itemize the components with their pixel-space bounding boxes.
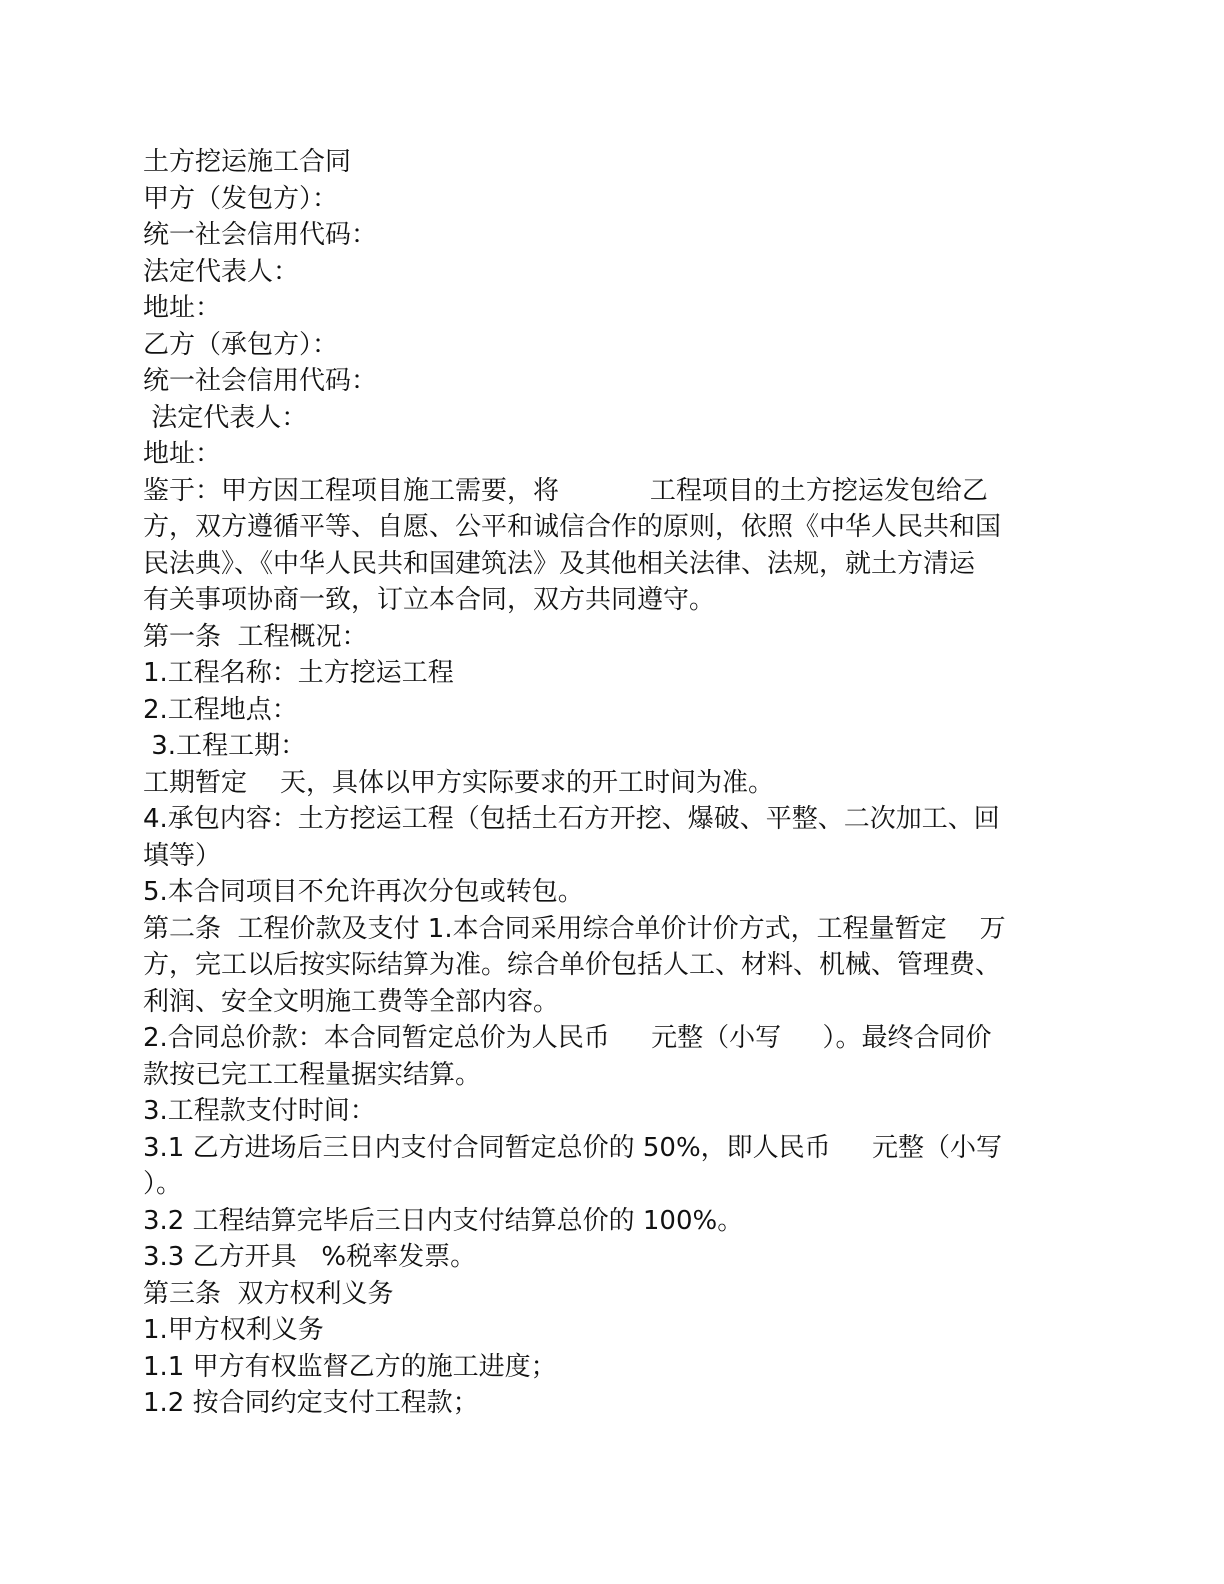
preamble-line: 有关事项协商一致，订立本合同，双方共同遵守。: [143, 585, 716, 615]
article1-heading: 第一条 工程概况：: [143, 621, 368, 652]
party-a-legal-rep: 法定代表人：: [143, 256, 300, 287]
party-b-credit-code: 统一社会信用代码：: [143, 366, 378, 396]
party-b-label: 乙方（承包方）：: [143, 329, 339, 360]
article2-line: 利润、安全文明施工费等全部内容。: [143, 986, 560, 1017]
article2-line: 款按已完工工程量据实结算。: [143, 1059, 482, 1090]
article1-item4-line2: 填等）: [143, 840, 222, 871]
article2-line: 3.1 乙方进场后三日内支付合同暂定总价的 50%，即人民币 元整（小写: [143, 1132, 1002, 1163]
party-b-address: 地址：: [143, 439, 222, 469]
article1-item3: 3.工程工期：: [143, 731, 307, 761]
article1-item3-detail: 工期暂定 天，具体以甲方实际要求的开工时间为准。: [143, 767, 775, 798]
preamble-line: 鉴于：甲方因工程项目施工需要，将 工程项目的土方挖运发包给乙: [143, 475, 988, 506]
article1-item2: 2.工程地点：: [143, 694, 298, 725]
party-a-label: 甲方（发包方）：: [143, 183, 339, 214]
article1-item4-line1: 4.承包内容：土方挖运工程（包括土石方开挖、爆破、平整、二次加工、回: [143, 804, 1000, 834]
contract-page: [143, 144, 1073, 1422]
article3-heading: 第三条 双方权利义务: [143, 1278, 394, 1309]
document-title: 土方挖运施工合同: [143, 147, 352, 177]
article2-line: ）。: [143, 1169, 183, 1199]
article2-line: 方，完工以后按实际结算为准。综合单价包括人工、材料、机械、管理费、: [143, 950, 1002, 980]
preamble-line: 民法典》、《中华人民共和国建筑法》及其他相关法律、法规，就土方清运: [143, 548, 976, 579]
party-a-address: 地址：: [143, 293, 222, 323]
article2-line: 3.3 乙方开具 %税率发票。: [143, 1242, 477, 1272]
article1-item1: 1.工程名称：土方挖运工程: [143, 658, 454, 688]
article1-item5: 5.本合同项目不允许再次分包或转包。: [143, 877, 584, 907]
article3-item1-1: 1.1 甲方有权监督乙方的施工进度；: [143, 1351, 557, 1382]
article3-item1-2: 1.2 按合同约定支付工程款；: [143, 1388, 479, 1418]
article3-sub1: 1.甲方权利义务: [143, 1315, 324, 1345]
preamble-line: 方，双方遵循平等、自愿、公平和诚信合作的原则，依照《中华人民共和国: [143, 512, 1002, 542]
article2-line: 2.合同总价款：本合同暂定总价为人民币 元整（小写 ）。最终合同价: [143, 1023, 992, 1053]
party-b-legal-rep: 法定代表人：: [143, 402, 308, 433]
party-a-credit-code: 统一社会信用代码：: [143, 220, 378, 250]
article2-line: 3.工程款支付时间：: [143, 1096, 376, 1126]
article2-line: 第二条 工程价款及支付 1.本合同采用综合单价计价方式，工程量暂定 万: [143, 913, 1006, 944]
article2-line: 3.2 工程结算完毕后三日内支付结算总价的 100%。: [143, 1205, 744, 1236]
